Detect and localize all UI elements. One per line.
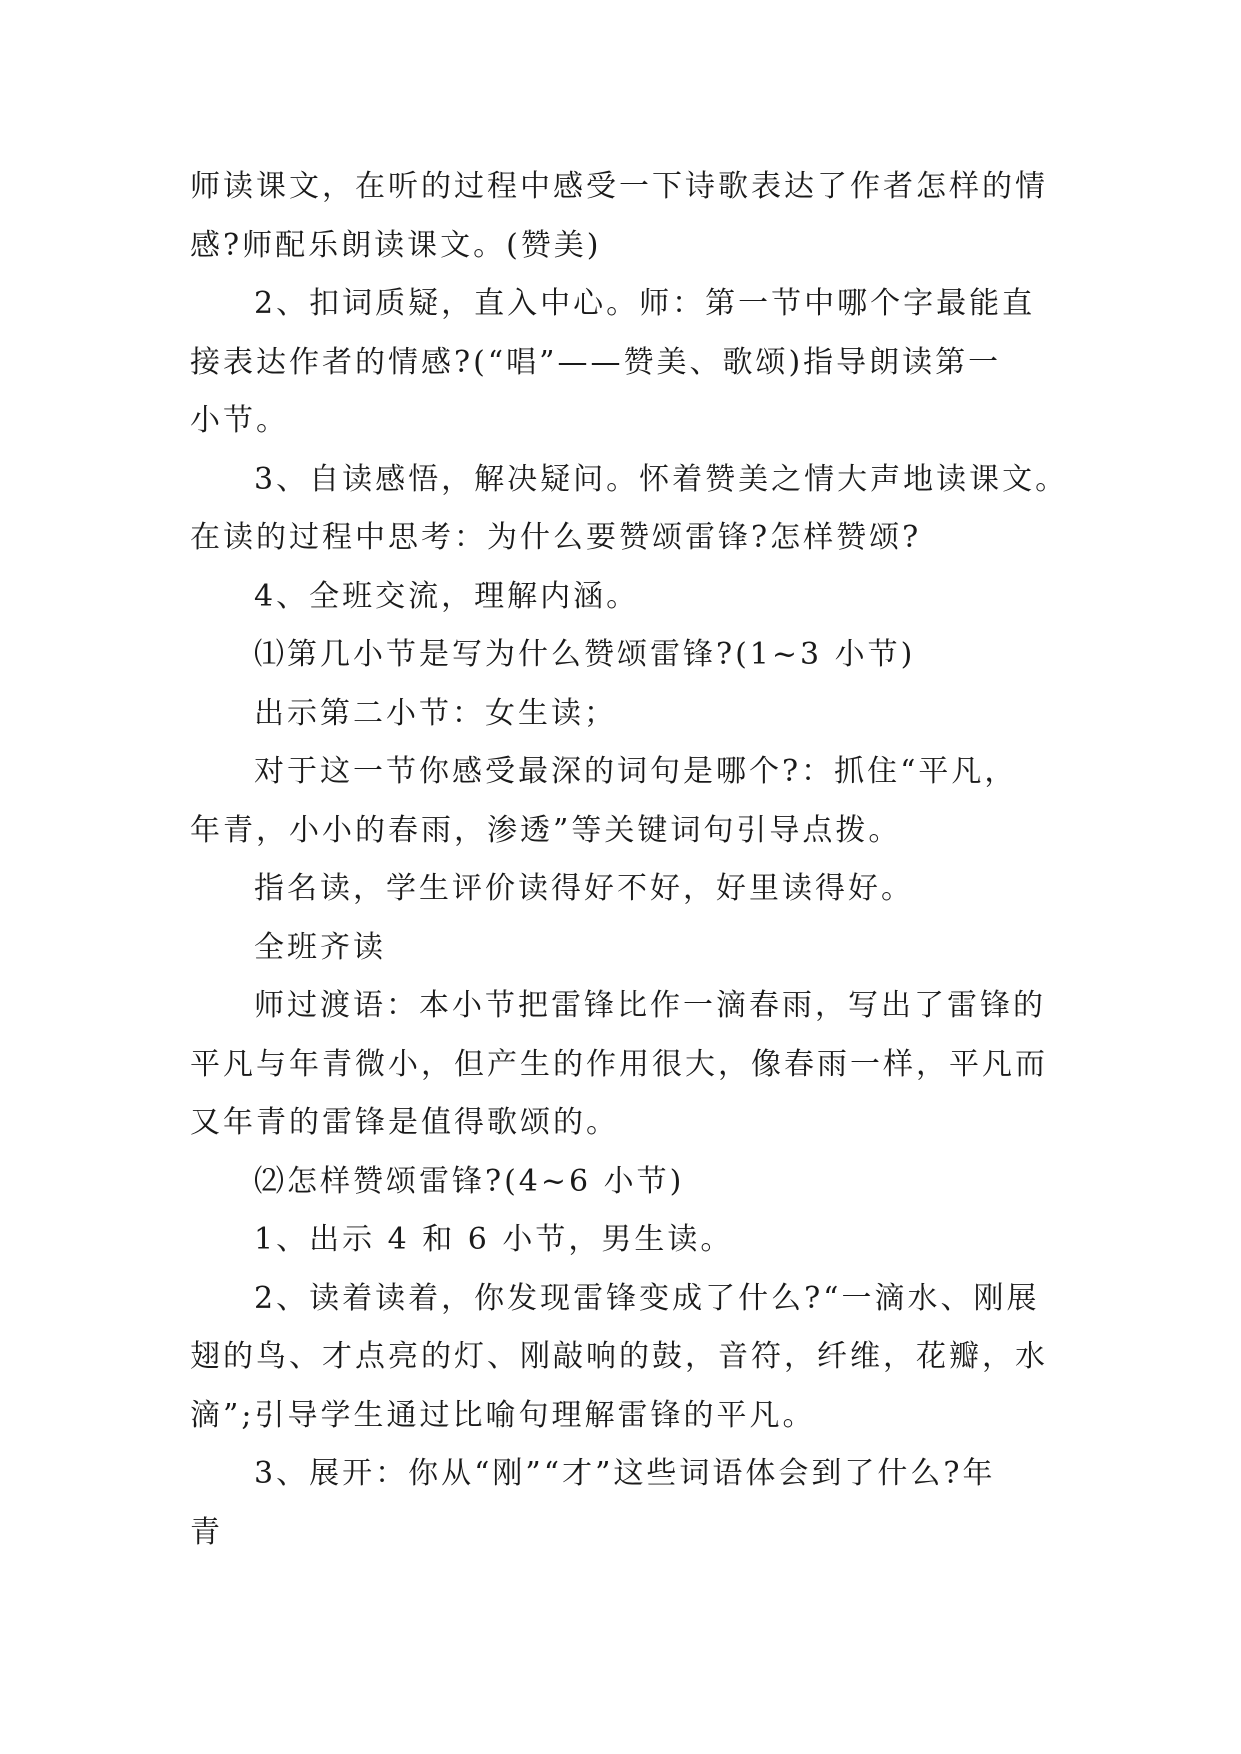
text-line: 年青，小小的春雨，渗透”等关键词句引导点拨。 [190,812,902,848]
text-line: 2、读着读着，你发现雷锋变成了什么?“一滴水、刚展 [254,1280,1040,1316]
text-line: 出示第二小节：女生读； [254,695,617,731]
text-line: 翅的鸟、才点亮的灯、刚敲响的鼓，音符，纤维，花瓣，水 [190,1339,1048,1374]
text-line: 指名读，学生评价读得好不好，好里读得好。 [254,871,914,906]
text-line: 师过渡语：本小节把雷锋比作一滴春雨，写出了雷锋的 [254,988,1046,1023]
text-line: 在读的过程中思考：为什么要赞颂雷锋?怎样赞颂? [190,520,922,555]
paragraph-5 [190,626,1050,685]
text-line: 3、展开：你从“刚”“才”这些词语体会到了什么?年 [254,1456,996,1491]
paragraph-6 [190,685,1050,744]
text-line: 小节。 [190,403,289,438]
text-line: ⑴第几小节是写为什么赞颂雷锋?(1~3 小节) [254,637,916,672]
paragraph-13 [190,1270,1050,1446]
text-line: 感?师配乐朗读课文。(赞美) [190,227,602,263]
paragraph-14 [190,1445,1050,1562]
paragraph-4 [190,568,1050,627]
text-line: 接表达作者的情感?(“唱”——赞美、歌颂)指导朗读第一 [190,344,1002,380]
paragraph-2 [190,275,1050,451]
paragraph-11 [190,1153,1050,1212]
text-line: 对于这一节你感受最深的词句是哪个?：抓住“平凡， [254,754,1018,789]
paragraph-1 [190,158,1050,275]
text-line: 全班齐读 [254,929,386,965]
text-line: 2、扣词质疑，直入中心。师：第一节中哪个字最能直 [254,286,1036,321]
document-body [190,158,1069,1562]
paragraph-8 [190,860,1050,919]
text-line: 师读课文，在听的过程中感受一下诗歌表达了作者怎样的情 [190,169,1048,204]
text-line: 平凡与年青微小，但产生的作用很大，像春雨一样，平凡而 [190,1046,1048,1082]
text-line: 3、自读感悟，解决疑问。怀着赞美之情大声地读课文。 [254,461,1069,497]
text-line: 青 [190,1514,223,1550]
paragraph-10 [190,977,1050,1153]
text-line: 1、出示 4 和 6 小节，男生读。 [254,1222,734,1257]
text-line: 4、全班交流，理解内涵。 [254,578,640,614]
text-line: ⑵怎样赞颂雷锋?(4~6 小节) [254,1163,685,1199]
paragraph-3 [190,451,1069,568]
paragraph-9 [190,919,1050,978]
paragraph-7 [190,743,1050,860]
text-line: 滴”;引导学生通过比喻句理解雷锋的平凡。 [190,1397,816,1433]
paragraph-12 [190,1211,1050,1270]
text-line: 又年青的雷锋是值得歌颂的。 [190,1105,619,1140]
